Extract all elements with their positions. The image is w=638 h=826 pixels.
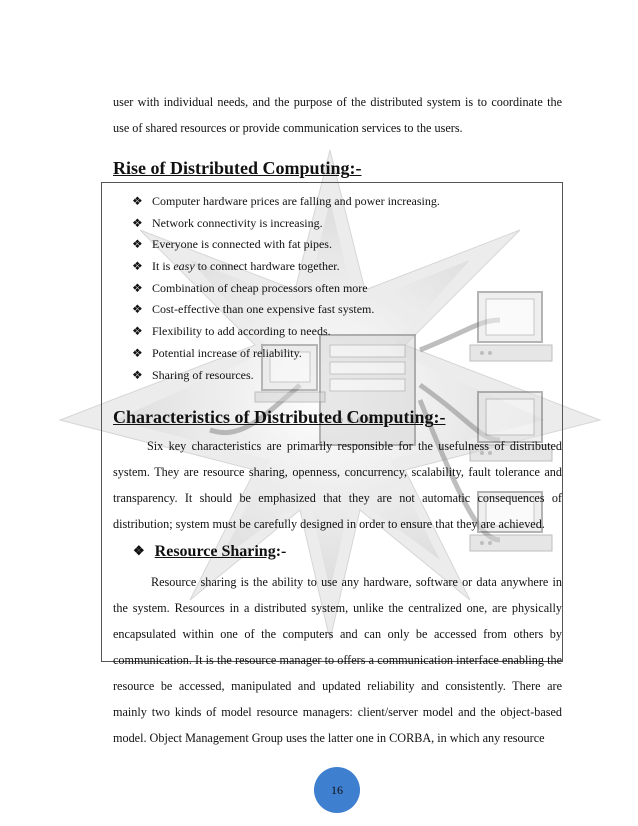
list-item [132, 365, 440, 387]
diamond-bullet-icon: ❖ [132, 367, 143, 382]
list-item-text-after: to connect hardware together. [194, 259, 340, 274]
page-number-badge: 16 [314, 767, 360, 813]
diamond-bullet-icon: ❖ [132, 302, 143, 317]
list-item-text: Cost-effective than one expensive fast system. [152, 302, 375, 317]
rise-section-heading [113, 158, 362, 179]
characteristics-title: Characteristics of Distributed Computing [113, 407, 434, 427]
characteristics-paragraph: Six key characteristics are primarily responsible for the usefulness of distributed system. They are resource sharing, openness, concurrency, scalability, fault tolerance and transparency. It should be emphasized that they are not automatic consequences of distribution; system must be carefully designed in order to ensure that they are achieved. [113, 439, 562, 531]
rise-section-title: Rise of Distributed Computing [113, 158, 350, 178]
diamond-bullet-icon: ❖ [132, 215, 143, 230]
list-item-text: Combination of cheap processors often more [152, 280, 368, 295]
resource-sharing-suffix: :- [275, 543, 287, 560]
list-item [132, 278, 440, 300]
list-item-text: Sharing of resources. [152, 367, 254, 382]
list-item [132, 321, 440, 343]
rise-bullet-list [132, 191, 440, 386]
list-item-text-before: It is [152, 259, 174, 274]
list-item [132, 213, 440, 235]
diamond-bullet-icon: ❖ [132, 194, 143, 208]
list-item [132, 191, 440, 213]
resource-sharing-paragraph: Resource sharing is the ability to use any hardware, software or data anywhere in the system. Resources in a distributed system, unlike the centralized one, are physically encapsulated within one of the computers and can only be accessed from others by communication. It is the resource manager to offers a communication interface enabling the resource be accessed, manipulated and updated reliability and consistently. There are mainly two kinds of model resource managers: client/server model and the object-based model. Object Management Group uses the latter one in CORBA, in which any resource [113, 575, 562, 745]
emphasis-easy: easy [173, 259, 195, 274]
list-item-text: Everyone is connected with fat pipes. [152, 237, 332, 252]
diamond-bullet-icon: ❖ [132, 280, 143, 295]
rise-section-suffix: :- [349, 158, 362, 178]
diamond-bullet-icon: ❖ [133, 543, 145, 558]
list-item-text: Flexibility to add according to needs. [152, 324, 331, 339]
list-item [132, 256, 440, 278]
diamond-bullet-icon: ❖ [132, 237, 143, 252]
list-item [132, 234, 440, 256]
list-item-text: Computer hardware prices are falling and power increasing. [152, 194, 440, 208]
characteristics-heading [113, 407, 445, 428]
list-item-text: Network connectivity is increasing. [152, 215, 323, 230]
diamond-bullet-icon: ❖ [132, 345, 143, 360]
list-item [132, 343, 440, 365]
resource-sharing-title: Resource Sharing [154, 543, 276, 560]
list-item-text [152, 256, 340, 278]
diamond-bullet-icon: ❖ [132, 324, 143, 339]
resource-sharing-heading [133, 543, 286, 561]
list-item [132, 299, 440, 321]
diamond-bullet-icon: ❖ [132, 259, 143, 274]
list-item-text: Potential increase of reliability. [152, 345, 302, 360]
intro-paragraph: user with individual needs, and the purpose of the distributed system is to coordinate the use of shared resources or provide communication services to the users. [113, 95, 562, 135]
characteristics-suffix: :- [433, 407, 446, 427]
